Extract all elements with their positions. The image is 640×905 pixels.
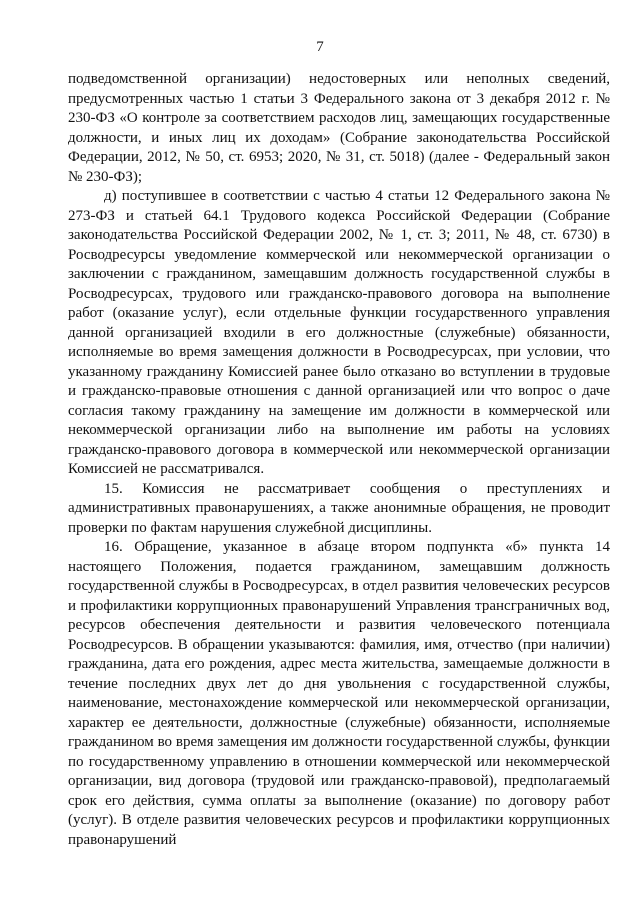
paragraph-item-15: 15. Комиссия не рассматривает сообщения о преступлениях и административных правонарушениях, а также анонимные обращения, не проводит проверки по фактам нарушения служебной дисциплины. <box>68 480 610 536</box>
paragraph-subitem-d: д) поступившее в соответствии с частью 4 статьи 12 Федерального закона № 273-ФЗ и статьей 64.1 Трудового кодекса Российской Федерации (Собрание законодательства Российской Федерации 2002, № 1, ст. 3; 2011, № 48, ст. 6730) в Росводресурсы уведомление коммерческой или некоммерческой организации о заключении с гражданином, замещавшим должность государственной службы в Росводресурсах, трудового или гражданско-правового договора на выполнение работ (оказание услуг), если отдельные функции государственного управления данной организацией входили в его должностные (служебные) обязанности, исполняемые во время замещения должности в Росводресурсах, при условии, что указанному гражданину Комиссией ранее было отказано во вступлении в трудовые и гражданско-правовые отношения с данной организацией или что вопрос о даче согласия такому гражданину на замещение им должности в коммерческой или некоммерческой организации либо на выполнение им работы на условиях гражданско-правового договора в коммерческой или некоммерческой организации Комиссией не рассматривался. <box>68 188 610 477</box>
paragraph-item-16: 16. Обращение, указанное в абзаце втором подпункта «б» пункта 14 настоящего Положения, подается гражданином, замещавшим должность государственной службы в Росводресурсах, в отдел развития человеческих ресурсов и профилактики коррупционных правонарушений Управления трансграничных вод, ресурсов обеспечения деятельности и развития человеческого потенциала Росводресурсов. В обращении указываются: фамилия, имя, отчество (при наличии) гражданина, дата его рождения, адрес места жительства, замещаемые должности в течение последних двух лет до дня увольнения с государственной службы, наименование, местонахождение коммерческой или некоммерческой организации, характер ее деятельности, должностные (служебные) обязанности, исполняемые гражданином во время замещения им должности государственной службы, функции по государственному управлению в отношении коммерческой или некоммерческой организации, вид договора (трудовой или гражданско-правовой), предполагаемый срок его действия, сумма оплаты за выполнение (оказание) по договору работ (услуг). В отделе развития человеческих ресурсов и профилактики коррупционных правонарушений <box>68 539 610 848</box>
document-body <box>68 70 610 850</box>
paragraph-continuation: подведомственной организации) недостоверных или неполных сведений, предусмотренных частью 1 статьи 3 Федерального закона от 3 декабря 2012 г. № 230-ФЗ «О контроле за соответствием расходов лиц, замещающих государственные должности, и иных лиц их доходам» (Собрание законодательства Российской Федерации, 2012, № 50, ст. 6953; 2020, № 31, ст. 5018) (далее - Федеральный закон № 230-ФЗ); <box>68 71 610 185</box>
page-number: 7 <box>316 39 324 55</box>
